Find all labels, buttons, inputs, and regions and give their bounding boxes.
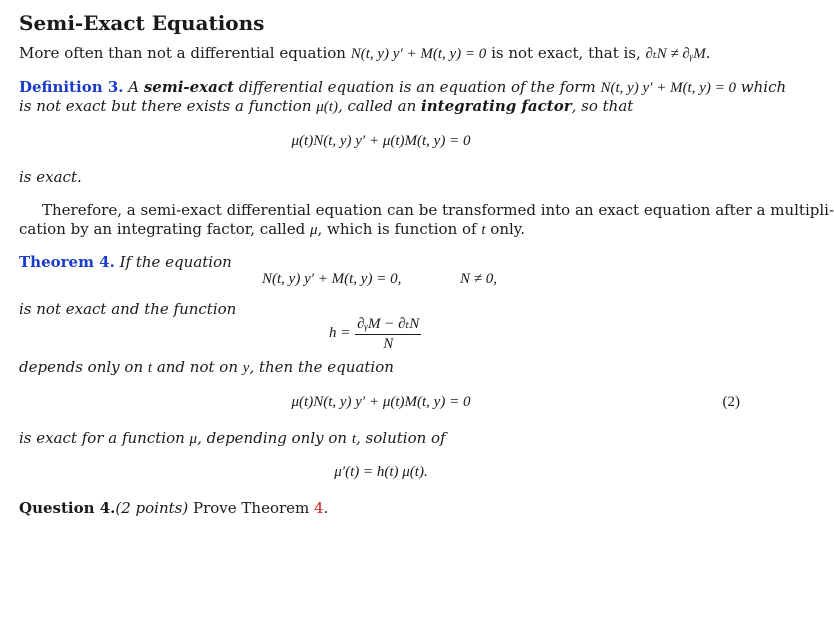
h-fraction (355, 314, 421, 353)
intro-paragraph (19, 44, 711, 63)
theorem-y: y (242, 360, 250, 376)
therefore-t: t (481, 222, 486, 238)
theorem-line-3 (19, 358, 394, 377)
definition-display-equation: μ(t)N(t, y) y′ + μ(t)M(t, y) = 0 (291, 133, 471, 149)
question-label: Question 4. (19, 499, 116, 517)
definition-label: Definition 3. (19, 78, 124, 96)
theorem-reference-link[interactable]: 4 (314, 499, 324, 517)
theorem-text: is exact for a function (19, 429, 190, 447)
intro-equation: N(t, y) y′ + M(t, y) = 0 (350, 46, 487, 62)
therefore-text: only. (485, 220, 526, 238)
definition-line-1 (19, 78, 786, 97)
section-title: Semi-Exact Equations (19, 11, 265, 35)
h-numerator: ∂ᵧM − ∂ₜN (355, 314, 421, 335)
intro-text-middle: is not exact, that is, (486, 44, 646, 62)
definition-mu: μ(t) (316, 99, 338, 115)
definition-text: differential equation is an equation of the form (233, 78, 601, 96)
intro-text-before: More often than not a differential equation (19, 44, 351, 62)
definition-text: , called an (337, 97, 422, 115)
question-end: . (323, 499, 329, 517)
h-lhs: h = (329, 325, 351, 341)
theorem-line-2: is not exact and the function (19, 300, 237, 318)
definition-term-integrating-factor: integrating factor (421, 97, 572, 115)
intro-condition: ∂ₜN ≠ ∂ᵧM (645, 46, 706, 62)
theorem-text: depends only on (19, 358, 148, 376)
definition-text: is not exact but there exists a function (19, 97, 317, 115)
theorem-text: , depending only on (197, 429, 352, 447)
theorem-equation-2: μ(t)N(t, y) y′ + μ(t)M(t, y) = 0 (291, 394, 471, 410)
definition-text: A (123, 78, 144, 96)
definition-text: , so that (571, 97, 634, 115)
therefore-mu: μ (309, 222, 318, 238)
theorem-text: , solution of (356, 429, 446, 447)
theorem-text: , then the equation (249, 358, 394, 376)
theorem-line-1 (19, 253, 232, 271)
intro-text-end: . (705, 44, 711, 62)
therefore-line-1: Therefore, a semi-exact differential equation can be transformed into an exact equation after a multipli- (42, 201, 834, 219)
therefore-text: , which is function of (317, 220, 482, 238)
theorem-equation-1-condition: N ≠ 0, (460, 271, 497, 287)
theorem-text: and not on (152, 358, 243, 376)
definition-after: is exact. (19, 168, 82, 186)
therefore-text: cation by an integrating factor, called (19, 220, 310, 238)
question-text: Prove Theorem (188, 499, 315, 517)
theorem-mu: μ (189, 431, 198, 447)
theorem-intro: If the equation (114, 253, 232, 271)
theorem-equation-3: μ′(t) = h(t) μ(t). (334, 464, 428, 480)
theorem-line-4 (19, 429, 446, 448)
theorem-equation-1: N(t, y) y′ + M(t, y) = 0, (262, 271, 402, 287)
theorem-t: t (351, 431, 357, 447)
theorem-label: Theorem 4. (19, 253, 115, 271)
equation-number-2: (2) (722, 394, 740, 410)
therefore-line-2 (19, 220, 525, 239)
h-denominator: N (383, 336, 394, 352)
definition-inline-equation: N(t, y) y′ + M(t, y) = 0 (600, 80, 737, 96)
question (19, 499, 328, 517)
definition-term: semi-exact (143, 78, 234, 96)
definition-text: which (736, 78, 787, 96)
h-definition (329, 314, 421, 353)
question-points: (2 points) (115, 499, 189, 517)
theorem-t: t (147, 360, 153, 376)
definition-line-2 (19, 97, 633, 116)
